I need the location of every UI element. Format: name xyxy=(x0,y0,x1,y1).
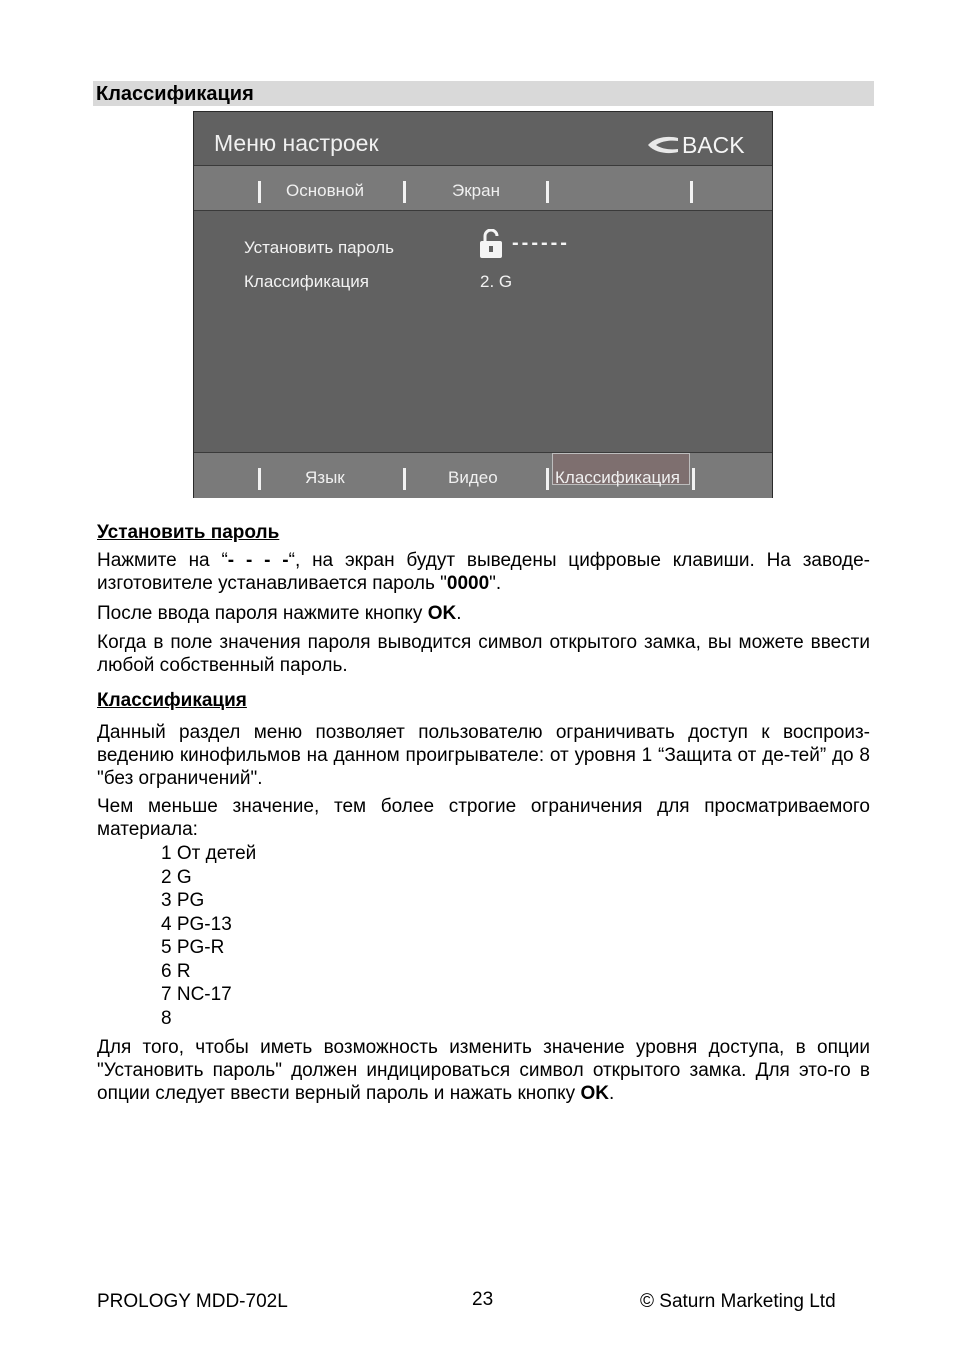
list-item: 2 G xyxy=(161,866,192,888)
set-password-paragraph-1: Нажмите на “- - - -“, на экран будут выведены цифровые клавиши. На заводе-изготовителе устанавливается пароль "0000". xyxy=(97,550,870,594)
password-field[interactable]: ------ xyxy=(512,232,570,254)
tab-video[interactable]: Видео xyxy=(448,468,498,487)
tab-separator xyxy=(403,468,406,490)
top-tab-bar xyxy=(194,165,772,211)
set-password-heading: Установить пароль xyxy=(97,522,280,543)
classification-paragraph-3: Для того, чтобы иметь возможность изменить значение уровня доступа, в опции "Установить пароль" должен индицироваться символ открытого замка. Для это-го в опции следует ввести верный пароль и нажать кнопку OK. xyxy=(97,1037,870,1104)
classification-heading: Классификация xyxy=(97,690,247,711)
tab-separator xyxy=(258,181,261,203)
back-arrow-icon xyxy=(646,134,680,156)
back-button[interactable] xyxy=(646,130,745,160)
footer-product: PROLOGY MDD-702L xyxy=(97,1291,288,1312)
open-lock-icon xyxy=(479,229,503,259)
tab-language[interactable]: Язык xyxy=(305,468,345,487)
section-header-bar xyxy=(93,81,874,106)
classification-paragraph-1: Данный раздел меню позволяет пользователю ограничивать доступ к воспроиз-ведению кинофильмов на данном проигрывателе: от уровня 1 “Защита от де-тей” до 8 "без ограничений". xyxy=(97,722,870,789)
back-label: BACK xyxy=(682,131,745,158)
list-item: 3 PG xyxy=(161,890,205,911)
set-password-paragraph-2: После ввода пароля нажмите кнопку OK. xyxy=(97,603,462,624)
tab-screen[interactable]: Экран xyxy=(452,181,500,200)
tab-main[interactable]: Основной xyxy=(286,181,364,200)
footer-copyright: © Saturn Marketing Ltd xyxy=(640,1291,836,1312)
menu-title: Меню настроек xyxy=(214,130,379,156)
list-item: 5 PG-R xyxy=(161,937,225,958)
list-item: 4 PG-13 xyxy=(161,913,232,935)
classification-value[interactable]: 2. G xyxy=(480,272,513,291)
list-item: 1 От детей xyxy=(161,843,257,864)
tab-separator xyxy=(546,468,549,490)
list-item: 8 xyxy=(161,1007,172,1029)
section-title: Классификация xyxy=(96,83,254,105)
tab-separator xyxy=(403,181,406,203)
set-password-label[interactable]: Установить пароль xyxy=(244,238,394,257)
tab-separator xyxy=(690,181,693,203)
set-password-paragraph-3: Когда в поле значения пароля выводится символ открытого замка, вы можете ввести любой собственный пароль. xyxy=(97,632,870,676)
classification-label[interactable]: Классификация xyxy=(244,272,369,291)
rating-levels-list xyxy=(161,842,256,1030)
tab-classification[interactable]: Классификация xyxy=(555,468,680,487)
tab-separator xyxy=(692,468,695,490)
bottom-tab-bar xyxy=(194,452,772,498)
tab-separator xyxy=(258,468,261,490)
page-number: 23 xyxy=(472,1289,494,1310)
list-item: 7 NC-17 xyxy=(161,984,232,1005)
list-item: 6 R xyxy=(161,960,191,982)
settings-menu-screenshot xyxy=(193,111,773,498)
classification-paragraph-2: Чем меньше значение, тем более строгие ограничения для просматриваемого материала: xyxy=(97,796,870,840)
tab-separator xyxy=(546,181,549,203)
